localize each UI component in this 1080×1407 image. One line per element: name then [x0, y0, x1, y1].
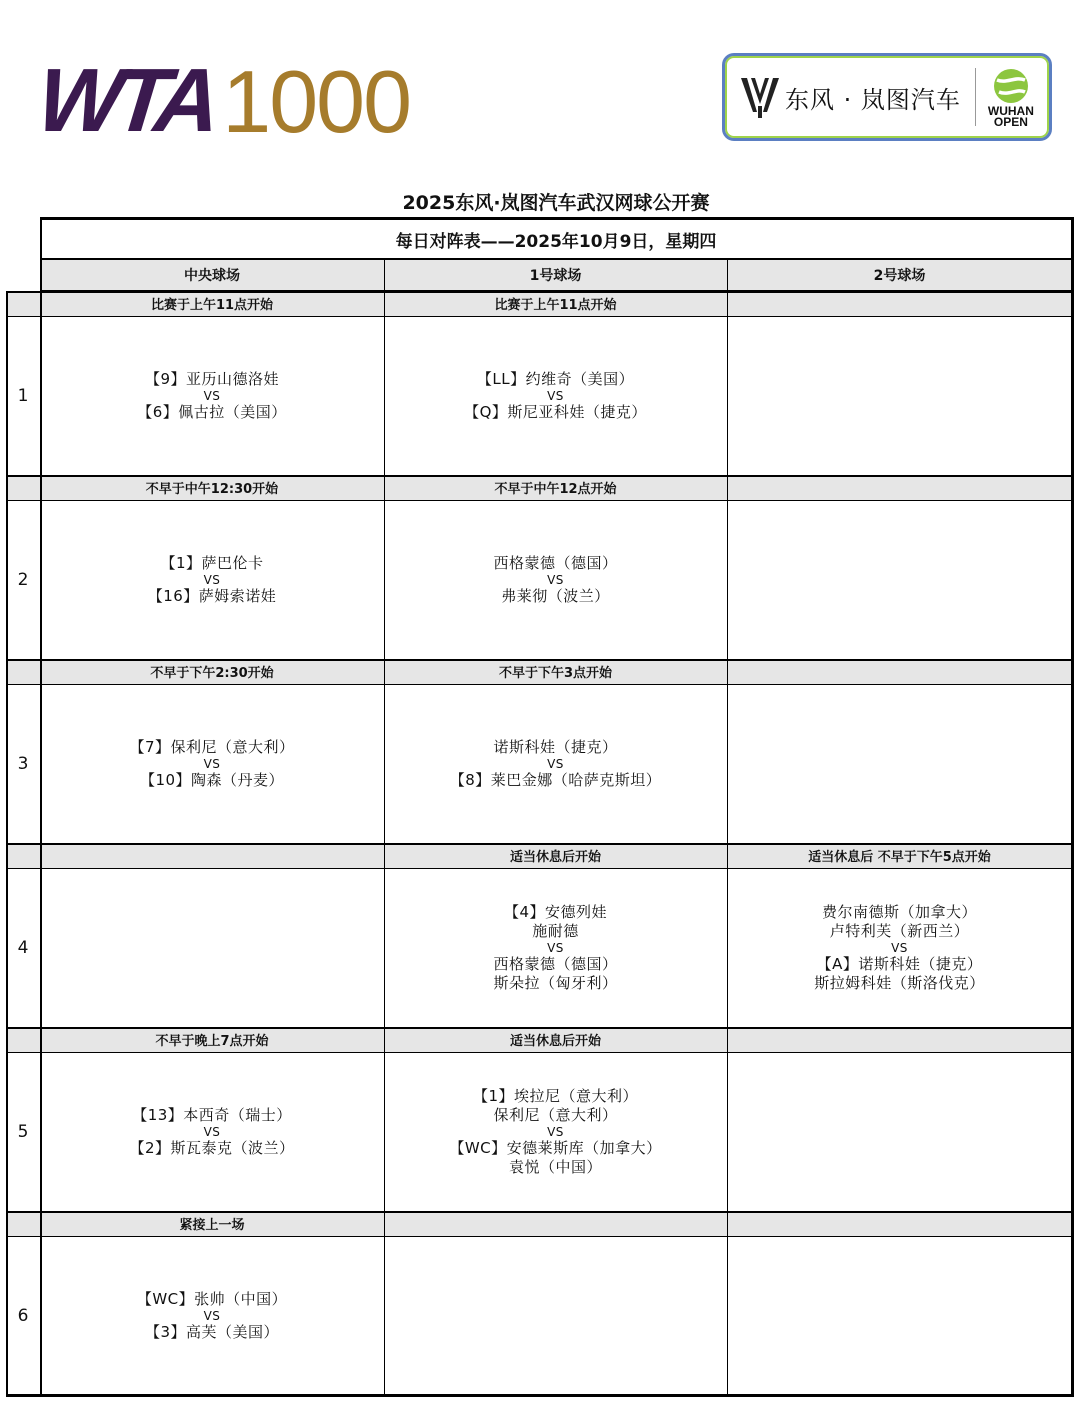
wuhan-text: WUHAN — [987, 104, 1034, 118]
grid-line — [40, 290, 1074, 292]
grid-line — [40, 217, 1074, 220]
player-name: 保利尼（意大利） — [493, 1105, 618, 1124]
player-name: 斯拉姆科娃（斯洛伐克） — [814, 973, 985, 992]
player-name: 施耐德 — [532, 921, 579, 940]
start-time-label — [727, 475, 1072, 500]
versus-label: VS — [547, 388, 564, 403]
match-cell — [384, 868, 727, 1027]
player-name: 【3】高芙（美国） — [144, 1322, 280, 1341]
match-order-number: 2 — [17, 569, 29, 590]
grid-line — [384, 259, 385, 1395]
versus-label: VS — [547, 940, 564, 955]
match-cell — [40, 868, 384, 1027]
grid-line — [6, 684, 1074, 685]
grid-line — [6, 475, 1074, 477]
match-cell — [727, 316, 1072, 475]
match-cell — [384, 1052, 727, 1211]
wta-1000-logo — [32, 51, 411, 151]
player-name: 西格蒙德（德国） — [493, 553, 618, 572]
grid-line — [6, 1211, 1074, 1213]
match-cell — [40, 1052, 384, 1211]
player-name: 【1】埃拉尼（意大利） — [472, 1086, 639, 1105]
versus-label: VS — [547, 572, 564, 587]
match-order-number: 6 — [17, 1305, 29, 1326]
player-name: 西格蒙德（德国） — [493, 954, 618, 973]
player-name: 【WC】张帅（中国） — [136, 1289, 288, 1308]
match-order-number: 5 — [17, 1121, 29, 1142]
player-name: 【13】本西奇（瑞士） — [132, 1105, 292, 1124]
start-time-label — [384, 1211, 727, 1236]
grid-line — [6, 291, 8, 1395]
start-time-label: 比赛于上午11点开始 — [494, 298, 617, 313]
versus-label: VS — [203, 572, 221, 587]
court-header-2: 1号球场 — [529, 268, 582, 284]
match-cell — [40, 316, 384, 475]
grid-line — [6, 1394, 1074, 1397]
match-cell — [40, 684, 384, 843]
match-order-number: 1 — [17, 385, 29, 406]
versus-label: VS — [203, 756, 221, 771]
grid-line — [6, 1027, 1074, 1029]
player-name: 【4】安德列娃 — [503, 902, 608, 921]
grid-line — [6, 868, 1074, 869]
match-cell — [727, 684, 1072, 843]
versus-label: VS — [203, 1308, 221, 1323]
grid-line — [727, 259, 728, 1395]
start-time-label — [727, 659, 1072, 684]
start-time-label: 不早于中午12:30开始 — [145, 482, 279, 497]
player-name: 弗莱彻（波兰） — [501, 586, 610, 605]
sponsor-divider — [975, 68, 976, 126]
court-header-1: 中央球场 — [184, 268, 240, 284]
grid-line — [6, 316, 1074, 317]
start-time-label: 紧接上一场 — [179, 1218, 245, 1233]
start-time-label: 适当休息后 不早于下午5点开始 — [808, 850, 991, 865]
tournament-title: 2025东风·岚图汽车武汉网球公开赛 — [402, 192, 710, 214]
grid-line — [6, 659, 1074, 661]
tennis-ball-icon — [991, 66, 1031, 106]
start-time-label: 适当休息后开始 — [509, 1034, 601, 1049]
sponsor-brand-name: 东风 · 岚图汽车 — [785, 85, 961, 114]
match-cell — [384, 1236, 727, 1395]
sponsor-logo-box — [722, 53, 1052, 141]
start-time-label — [40, 843, 384, 868]
player-name: 【16】萨姆索诺娃 — [147, 586, 277, 605]
versus-label: VS — [203, 388, 221, 403]
match-cell — [384, 500, 727, 659]
player-name: 诺斯科娃（捷克） — [493, 737, 618, 756]
match-cell — [727, 868, 1072, 1027]
player-name: 袁悦（中国） — [508, 1157, 602, 1176]
start-time-label: 适当休息后开始 — [509, 850, 601, 865]
voyah-wing-icon — [739, 72, 781, 122]
player-name: 【A】诺斯科娃（捷克） — [816, 954, 983, 973]
match-order-number: 3 — [17, 753, 29, 774]
player-name: 【LL】约维奇（美国） — [476, 369, 635, 388]
grid-line — [6, 1052, 1074, 1053]
player-name: 【8】莱巴金娜（哈萨克斯坦） — [449, 770, 662, 789]
player-name: 【7】保利尼（意大利） — [129, 737, 295, 756]
start-time-label: 不早于下午3点开始 — [498, 666, 613, 681]
grid-line — [6, 1236, 1074, 1237]
start-time-label: 不早于晚上7点开始 — [155, 1034, 269, 1049]
logo-1000-text: 1000 — [222, 52, 411, 151]
player-name: 费尔南德斯（加拿大） — [821, 902, 977, 921]
start-time-label: 不早于下午2:30开始 — [150, 666, 274, 681]
match-cell — [727, 1052, 1072, 1211]
wuhan-open-logo — [988, 66, 1034, 128]
match-cell — [727, 500, 1072, 659]
player-name: 【6】佩古拉（美国） — [137, 402, 287, 421]
player-name: 【WC】安德莱斯库（加拿大） — [449, 1138, 662, 1157]
versus-label: VS — [891, 940, 908, 955]
grid-line — [40, 258, 1074, 260]
start-time-label: 不早于中午12点开始 — [494, 482, 617, 497]
grid-line — [40, 217, 42, 1395]
start-time-label — [727, 1027, 1072, 1052]
match-cell — [727, 1236, 1072, 1395]
player-name: 【1】萨巴伦卡 — [160, 553, 264, 572]
court-header-3: 2号球场 — [873, 268, 926, 284]
match-cell — [384, 684, 727, 843]
player-name: 卢特利芙（新西兰） — [829, 921, 970, 940]
logo-wta-text: WTA — [32, 51, 218, 151]
player-name: 【9】亚历山德洛娃 — [144, 369, 280, 388]
versus-label: VS — [203, 1124, 221, 1139]
grid-line — [1071, 217, 1074, 1397]
start-time-label — [727, 1211, 1072, 1236]
match-cell — [384, 316, 727, 475]
start-time-label — [727, 291, 1072, 316]
match-cell — [40, 500, 384, 659]
player-name: 【Q】斯尼亚科娃（捷克） — [464, 402, 647, 421]
match-cell — [40, 1236, 384, 1395]
start-time-label: 比赛于上午11点开始 — [150, 298, 274, 313]
versus-label: VS — [547, 1124, 564, 1139]
date-line: 每日对阵表——2025年10月9日，星期四 — [395, 231, 717, 252]
grid-line — [6, 500, 1074, 501]
match-order-number: 4 — [17, 937, 29, 958]
open-text: OPEN — [993, 115, 1028, 129]
player-name: 【2】斯瓦泰克（波兰） — [129, 1138, 295, 1157]
player-name: 斯朵拉（匈牙利） — [493, 973, 618, 992]
versus-label: VS — [547, 756, 564, 771]
player-name: 【10】陶森（丹麦） — [139, 770, 285, 789]
grid-line — [6, 843, 1074, 845]
